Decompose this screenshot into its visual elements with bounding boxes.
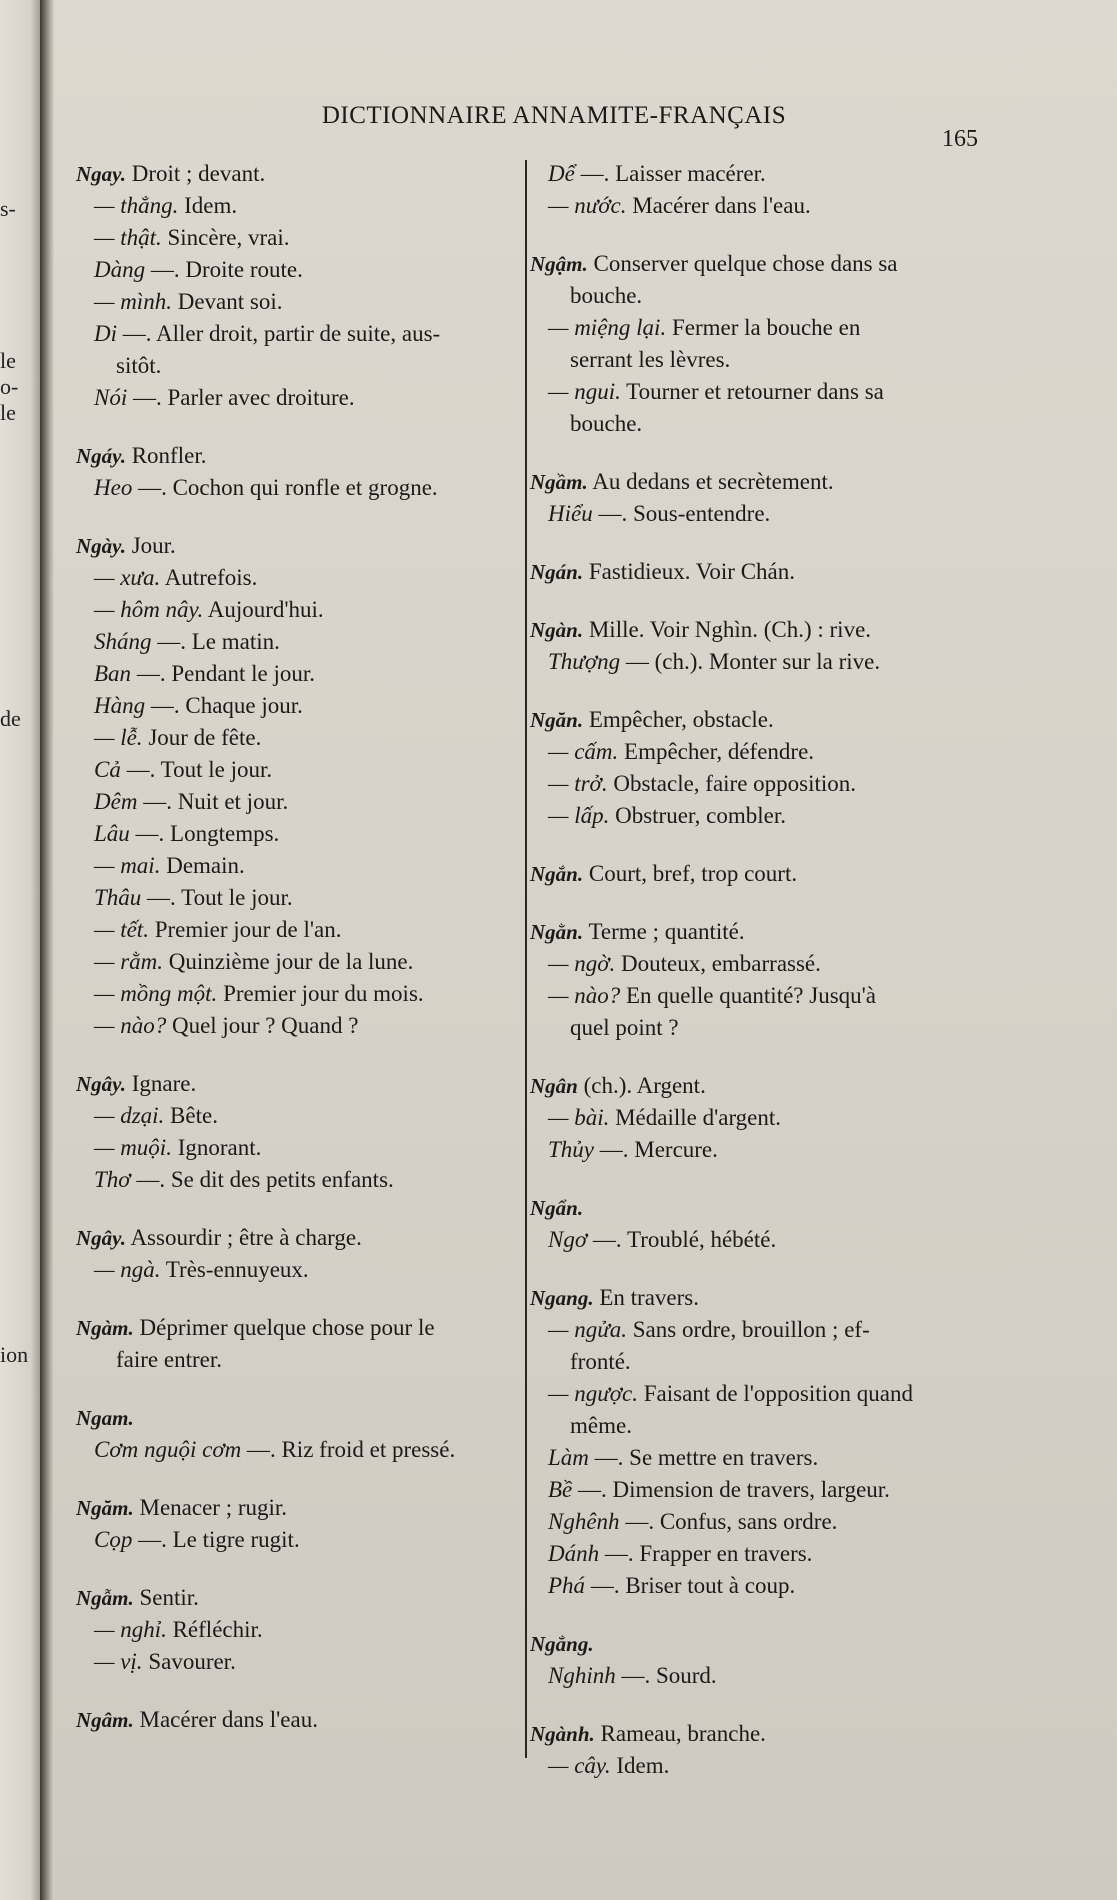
headword: Ngay. [76,162,126,186]
headword: Thượng [548,649,621,674]
headword: Sháng [94,629,152,654]
dictionary-entry [530,1192,1050,1256]
entry-line [76,318,556,350]
entry-line [530,1378,1050,1410]
entry-line [530,1314,1050,1346]
definition-text: Sentir. [133,1585,199,1610]
entry-headword-line [530,614,1050,646]
definition-text: Aujourd'hui. [203,597,324,622]
definition-text: —. Frapper en travers. [599,1541,813,1566]
entry-line [76,914,556,946]
entry-line [530,1134,1050,1166]
entry-line [76,1524,556,1556]
definition-text: Idem. [178,193,238,218]
definition-text: —. Sous-entendre. [592,501,771,526]
definition-text: bouche. [570,411,643,436]
definition-text: Au dedans et secrètement. [587,469,834,494]
entry-line [76,222,556,254]
definition-text: Faisant de l'opposition quand [637,1381,913,1406]
headword: — mai. [94,853,161,878]
entry-line [530,158,1050,190]
entry-headword-line [76,440,556,472]
definition-text: —. Le tigre rugit. [132,1527,300,1552]
entry-line [530,1750,1050,1782]
entry-line [530,1224,1050,1256]
headword: — ngửa. [548,1317,627,1342]
entry-line [76,472,556,504]
entry-line [530,498,1050,530]
entry-line [76,1646,556,1678]
headword: Dàng [94,257,146,282]
headword: Ngăm. [76,1496,134,1520]
left-fragment: le [0,400,16,425]
headword: Hiểu [548,501,593,526]
headword: — bài. [548,1105,610,1130]
dictionary-page [54,0,1117,1900]
definition-text: —. Riz froid et pressé. [241,1437,456,1462]
headword: — miệng lại. [548,315,667,340]
definition-text: (ch.). Argent. [577,1073,706,1098]
definition-text: Devant soi. [171,289,283,314]
definition-text: —. Cochon qui ronfle et grogne. [132,475,438,500]
definition-text: Premier jour de l'an. [148,917,342,942]
headword: — ngược. [548,1381,638,1406]
entry-headword-line [76,1402,556,1434]
definition-text: —. Parler avec droiture. [127,385,355,410]
left-fragment: de [0,706,21,731]
definition-text: Macérer dans l'eau. [626,193,811,218]
entry-headword-line [530,466,1050,498]
definition-text: Autrefois. [160,565,258,590]
entry-line [76,1434,556,1466]
definition-text: Sincère, vrai. [161,225,290,250]
dictionary-entry [530,556,1050,588]
entry-line [76,1614,556,1646]
definition-text: —. Droite route. [145,257,303,282]
definition-text: Obstacle, faire opposition. [607,771,857,796]
dictionary-entry [530,1628,1050,1692]
headword: Cọp [94,1527,133,1552]
definition-text: Empêcher, obstacle. [583,707,774,732]
entry-line [530,646,1050,678]
headword: — ngà. [94,1257,161,1282]
headword: — vị. [94,1649,143,1674]
entry-line [530,1538,1050,1570]
entry-line [530,1660,1050,1692]
definition-text: —. Sourd. [615,1663,717,1688]
headword: Hàng [94,693,146,718]
dictionary-entry [530,466,1050,530]
headword: Ngậm. [530,252,588,276]
entry-line [76,818,556,850]
entry-line [76,350,556,382]
headword: Ngẫm. [76,1586,134,1610]
entry-line [530,408,1050,440]
definition-text: Empêcher, défendre. [618,739,815,764]
definition-text: même. [570,1413,632,1438]
entry-line [76,850,556,882]
definition-text: Savourer. [142,1649,236,1674]
headword: Phá [548,1573,586,1598]
definition-text: bouche. [570,283,643,308]
definition-text: En quelle quantité? Jusqu'à [620,983,876,1008]
definition-text: —. Chaque jour. [145,693,303,718]
entry-headword-line [530,916,1050,948]
definition-text: Quinzième jour de la lune. [163,949,414,974]
definition-text: Terme ; quantité. [583,919,745,944]
headword: — nước. [548,193,627,218]
definition-text: Court, bref, trop court. [583,861,798,886]
entry-line [76,254,556,286]
headword: Ngây. [76,1072,126,1096]
dictionary-entry [530,1718,1050,1782]
entry-line [530,376,1050,408]
entry-headword-line [76,530,556,562]
entry-line [530,800,1050,832]
entry-line [76,190,556,222]
dictionary-entry [530,1070,1050,1166]
definition-text: Premier jour du mois. [217,981,424,1006]
definition-text: — (ch.). Monter sur la rive. [620,649,881,674]
page-title: DICTIONNAIRE ANNAMITE-FRANÇAIS [321,102,787,129]
entry-headword-line [530,1192,1050,1224]
headword: Nghênh [548,1509,620,1534]
headword: Ngầm. [530,470,588,494]
definition-text: —. Pendant le jour. [131,661,316,686]
entry-line [530,312,1050,344]
left-fragment: s- [0,196,16,221]
dictionary-entry [76,1402,556,1466]
headword: Cả [94,757,121,782]
entry-headword-line [530,248,1050,280]
headword: — muội. [94,1135,172,1160]
entry-line [76,594,556,626]
entry-line [530,1012,1050,1044]
dictionary-entry [530,614,1050,678]
entry-headword-line [76,1492,556,1524]
entry-line [530,948,1050,980]
entry-headword-line [76,158,556,190]
headword: Ngán. [530,560,584,584]
definition-text: Fermer la bouche en [666,315,861,340]
entry-line [530,1570,1050,1602]
entry-line [530,1474,1050,1506]
entry-line [76,382,556,414]
definition-text: —. Briser tout à coup. [585,1573,796,1598]
definition-text: —. Tout le jour. [141,885,293,910]
entry-line [530,280,1050,312]
page-number: 165 [942,126,978,152]
entry-line [76,658,556,690]
entry-line [76,978,556,1010]
definition-text: —. Se dit des petits enfants. [130,1167,394,1192]
definition-text: —. Le matin. [151,629,280,654]
headword: Ngằn. [530,920,584,944]
definition-text: Douteux, embarrassé. [615,951,821,976]
headword: Ngàn. [530,618,584,642]
entry-headword-line [530,1070,1050,1102]
entry-headword-line [76,1704,556,1736]
headword: Cơm nguội cơm [94,1437,242,1462]
headword: — nghỉ. [94,1617,167,1642]
entry-headword-line [530,556,1050,588]
dictionary-entry [530,704,1050,832]
headword: Ngăn. [530,708,584,732]
headword: Ban [94,661,132,686]
headword: — hôm nây. [94,597,204,622]
headword: Heo [94,475,133,500]
right-column [530,158,1050,1808]
headword: Ngày. [76,534,126,558]
dictionary-entry [530,858,1050,890]
entry-line [76,946,556,978]
left-fragment: le [0,348,16,373]
headword: Nói [94,385,128,410]
definition-text: En travers. [593,1285,699,1310]
definition-text: Jour. [125,533,176,558]
definition-text: Fastidieux. Voir Chán. [583,559,796,584]
headword: Làm [548,1445,589,1470]
definition-text: —. Tout le jour. [120,757,273,782]
headword: — tết. [94,917,149,942]
headword: — mình. [94,289,172,314]
definition-text: Médaille d'argent. [609,1105,782,1130]
headword: — cấm. [548,739,619,764]
entry-line [76,1132,556,1164]
entry-line [530,736,1050,768]
headword: — ngui. [548,379,621,404]
definition-text: Idem. [610,1753,670,1778]
entry-line [76,882,556,914]
definition-text: Macérer dans l'eau. [133,1707,318,1732]
definition-text: Obstruer, combler. [609,803,786,828]
definition-text: Assourdir ; être à charge. [125,1225,362,1250]
dictionary-entry [76,1492,556,1556]
entry-line [530,768,1050,800]
definition-text: Réfléchir. [166,1617,263,1642]
definition-text: Jour de fête. [142,725,262,750]
definition-text: Conserver quelque chose dans sa [587,251,898,276]
headword: Bề [548,1477,573,1502]
headword: — thẳng. [94,193,179,218]
entry-headword-line [76,1312,556,1344]
headword: — rằm. [94,949,164,974]
headword: Ngành. [530,1722,595,1746]
definition-text: fronté. [570,1349,631,1374]
definition-text: Sans ordre, brouillon ; ef- [627,1317,870,1342]
entry-headword-line [76,1582,556,1614]
dictionary-entry [530,916,1050,1044]
headword: — nào? [548,983,621,1008]
dictionary-entry [530,1282,1050,1602]
entry-line [76,786,556,818]
definition-text: Ignare. [125,1071,197,1096]
headword: — xưa. [94,565,161,590]
entry-line [530,980,1050,1012]
entry-headword-line [76,1222,556,1254]
headword: Thâu [94,885,142,910]
headword: Thơ [94,1167,131,1192]
headword: Ngẳng. [530,1632,594,1656]
entry-line [76,1164,556,1196]
entry-line [76,1344,556,1376]
left-fragment: o- [0,374,19,399]
entry-line [530,1346,1050,1378]
definition-text: Quel jour ? Quand ? [166,1013,359,1038]
dictionary-entry [76,1222,556,1286]
definition-text: Rameau, branche. [594,1721,766,1746]
left-page-edge [0,0,44,1900]
headword: Ngang. [530,1286,594,1310]
entry-line [530,1410,1050,1442]
definition-text: —. Confus, sans ordre. [619,1509,838,1534]
entry-line [76,690,556,722]
definition-text: Tourner et retourner dans sa [620,379,884,404]
entry-line [76,1010,556,1042]
headword: Thủy [548,1137,594,1162]
entry-headword-line [530,704,1050,736]
definition-text: Bête. [164,1103,218,1128]
headword: Ngâm. [76,1708,134,1732]
dictionary-entry [76,1312,556,1376]
dictionary-entry [76,440,556,504]
definition-text: —. Longtemps. [129,821,280,846]
headword: Ngơ [548,1227,588,1252]
definition-text: —. Mercure. [594,1137,718,1162]
headword: — trở. [548,771,608,796]
headword: — nào? [94,1013,167,1038]
entry-line [530,1102,1050,1134]
definition-text: Ronfler. [125,443,207,468]
headword: Dể [548,161,575,186]
dictionary-entry [76,1068,556,1196]
entry-line [530,1442,1050,1474]
entry-headword-line [530,858,1050,890]
definition-text: Déprimer quelque chose pour le [133,1315,435,1340]
definition-text: serrant les lèvres. [570,347,731,372]
entry-line [76,754,556,786]
definition-text: Ignorant. [171,1135,262,1160]
headword: — cây. [548,1753,611,1778]
definition-text: —. Dimension de travers, largeur. [572,1477,890,1502]
definition-text: sitôt. [116,353,162,378]
headword: Dánh [548,1541,600,1566]
entry-line [530,344,1050,376]
dictionary-entry [76,1704,556,1736]
headword: — ngờ. [548,951,616,976]
definition-text: —. Se mettre en travers. [588,1445,819,1470]
dictionary-entry [530,158,1050,222]
column-divider [525,160,527,1758]
definition-text: Demain. [160,853,245,878]
headword: Ngân [530,1074,578,1098]
headword: Ngam. [76,1406,134,1430]
entry-line [76,1254,556,1286]
headword: Ngẩn. [530,1196,584,1220]
dictionary-entry [76,530,556,1042]
headword: — dzại. [94,1103,165,1128]
left-fragment: ion [0,1342,29,1367]
definition-text: Menacer ; rugir. [133,1495,288,1520]
definition-text: Très-ennuyeux. [160,1257,309,1282]
headword: — lấp. [548,803,610,828]
entry-headword-line [530,1282,1050,1314]
headword: Ngáy. [76,444,126,468]
headword: Nghinh [548,1663,616,1688]
headword: Ngây. [76,1226,126,1250]
entry-line [76,1100,556,1132]
definition-text: —. Nuit et jour. [137,789,289,814]
left-column [76,158,556,1762]
definition-text: Droit ; devant. [125,161,266,186]
headword: Dêm [94,789,138,814]
definition-text: faire entrer. [116,1347,222,1372]
headword: — lễ. [94,725,143,750]
headword: — thật. [94,225,162,250]
headword: Di [94,321,117,346]
book-gutter [40,0,54,1900]
definition-text: —. Laisser macérer. [574,161,766,186]
dictionary-entry [76,1582,556,1678]
headword: Ngàm. [76,1316,134,1340]
dictionary-entry [76,158,556,414]
dictionary-entry [530,248,1050,440]
definition-text: Mille. Voir Nghìn. (Ch.) : rive. [583,617,872,642]
entry-line [76,626,556,658]
entry-line [76,562,556,594]
definition-text: —. Troublé, hébété. [587,1227,777,1252]
entry-line [76,722,556,754]
entry-headword-line [530,1718,1050,1750]
entry-headword-line [76,1068,556,1100]
entry-line [530,190,1050,222]
headword: Ngắn. [530,862,584,886]
entry-headword-line [530,1628,1050,1660]
headword: — mồng một. [94,981,218,1006]
definition-text: quel point ? [570,1015,679,1040]
entry-line [530,1506,1050,1538]
headword: Lâu [94,821,130,846]
definition-text: —. Aller droit, partir de suite, aus- [117,321,441,346]
entry-line [76,286,556,318]
